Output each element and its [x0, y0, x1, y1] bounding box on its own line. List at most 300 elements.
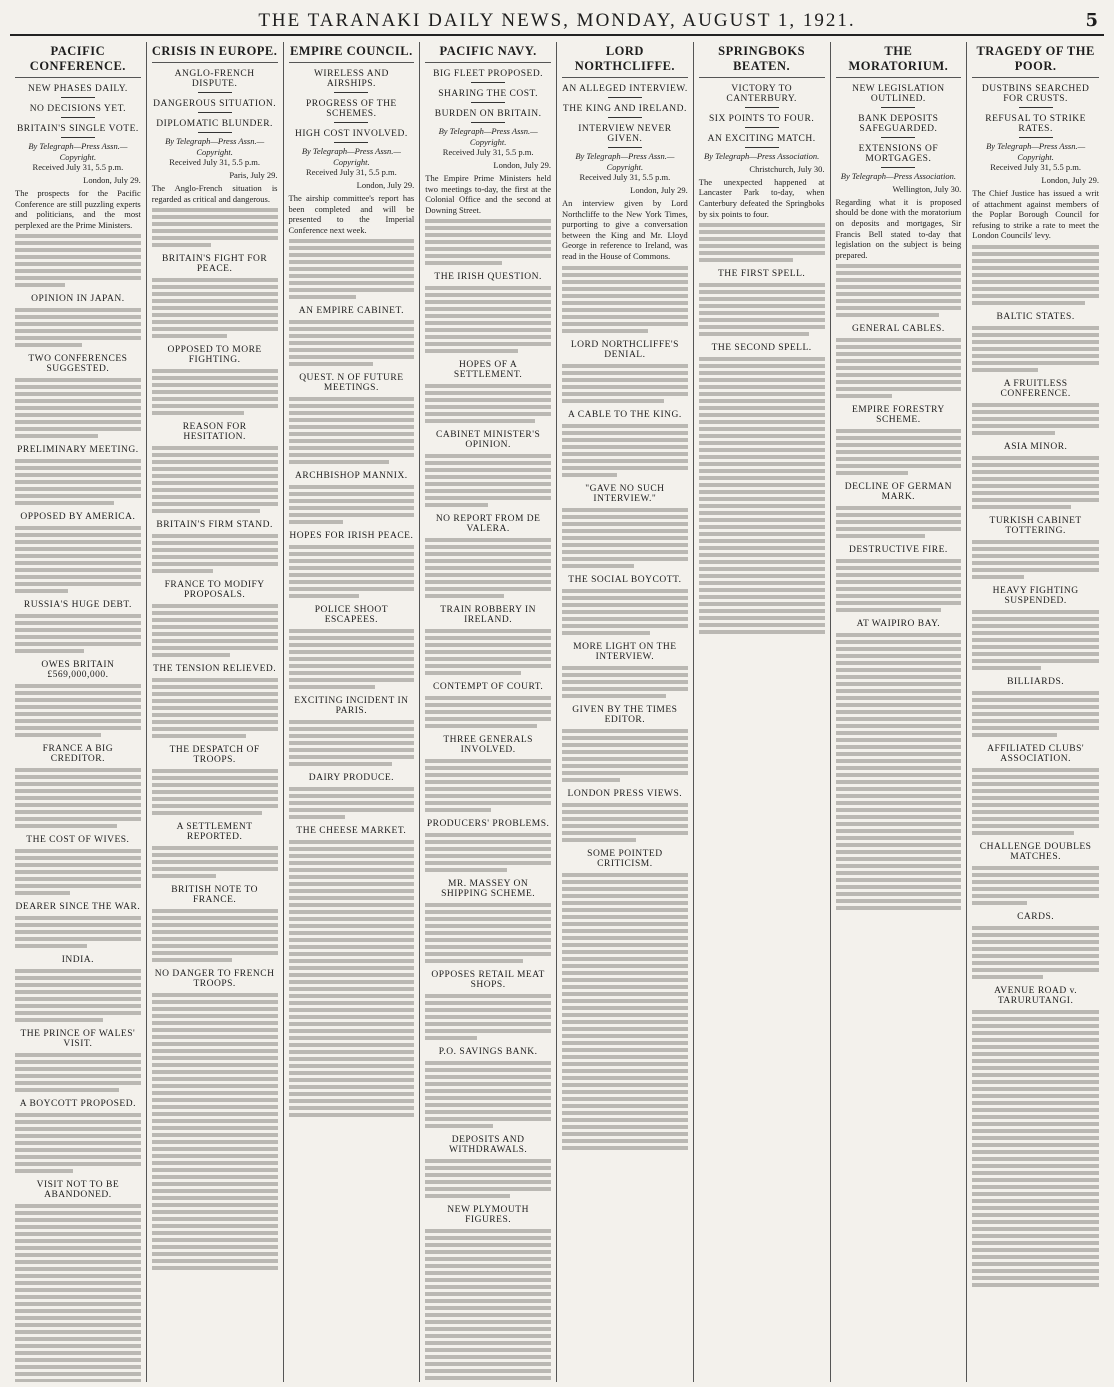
text-line [15, 269, 141, 273]
text-line [972, 894, 1099, 898]
text-line [562, 803, 688, 807]
text-line [152, 376, 278, 380]
text-line [425, 994, 551, 998]
text-line [699, 318, 825, 322]
text-line [425, 1257, 551, 1261]
text-line [425, 773, 551, 777]
dateline: Christchurch, July 30. [749, 163, 825, 174]
text-line [152, 481, 278, 485]
text-line [15, 923, 141, 927]
text-line [15, 628, 141, 632]
subheading-rule [881, 137, 915, 138]
text-line [152, 1070, 278, 1074]
text-line [562, 473, 617, 477]
text-line [562, 901, 688, 905]
body-text-lines [289, 840, 415, 1117]
text-line [289, 671, 415, 675]
text-line [289, 418, 415, 422]
text-line [152, 1098, 278, 1102]
news-column [694, 42, 831, 1382]
text-line [152, 604, 278, 608]
text-line [289, 1050, 415, 1054]
text-line [15, 1127, 141, 1131]
section-heading: NO DANGER TO FRENCH TROOPS. [154, 969, 275, 990]
text-line [972, 1227, 1099, 1231]
text-line [289, 281, 415, 285]
body-text-lines [15, 1204, 141, 1382]
text-line [836, 608, 942, 612]
text-line [152, 1049, 278, 1053]
text-line [836, 373, 962, 377]
text-line [152, 720, 278, 724]
text-line [425, 566, 551, 570]
column-heading: PACIFIC NAVY. [425, 42, 551, 63]
body-text-lines [562, 873, 688, 1150]
text-line [289, 460, 390, 464]
text-line [699, 434, 825, 438]
text-line [152, 495, 278, 499]
subheading-rule [881, 167, 915, 168]
text-line [15, 1067, 141, 1071]
text-line [289, 485, 415, 489]
text-line [972, 1101, 1099, 1105]
column-subheading: NEW LEGISLATION OUTLINED. [852, 84, 945, 104]
text-line [15, 621, 141, 625]
text-line [562, 392, 688, 396]
subheading-rule [608, 117, 642, 118]
text-line [836, 271, 962, 275]
text-line [972, 287, 1099, 291]
dateline: London, July 29. [630, 184, 688, 195]
text-line [425, 657, 551, 661]
text-line [562, 1055, 688, 1059]
text-line [972, 1010, 1099, 1014]
section-heading: THE CHEESE MARKET. [296, 826, 407, 837]
text-line [699, 364, 825, 368]
body-text-lines [15, 969, 141, 1022]
column-subheading: SHARING THE COST. [438, 89, 538, 99]
text-line [289, 1085, 415, 1089]
column-heading: EMPIRE COUNCIL. [289, 42, 415, 63]
text-line [699, 616, 825, 620]
credit-line: By Telegraph—Press Assn.—Copyright. [986, 141, 1086, 162]
text-line [152, 208, 278, 212]
text-line [289, 1022, 415, 1026]
lead-paragraph: Regarding what it is proposed should be done with the moratorium on deposits and mortgages, Sir Francis Bell stated to-day that legislation on the subject is being prepared. [835, 196, 962, 260]
text-line [972, 1115, 1099, 1119]
subheading-rule [198, 132, 232, 133]
text-line [289, 520, 343, 524]
text-line [152, 1252, 278, 1256]
section-heading: THE COST OF WIVES. [26, 835, 130, 846]
text-line [972, 880, 1099, 884]
text-line [15, 684, 141, 688]
text-line [15, 399, 141, 403]
text-line [972, 810, 1099, 814]
text-line [972, 775, 1099, 779]
dateline: Paris, July 29. [229, 169, 278, 180]
text-line [699, 511, 825, 515]
text-line [15, 406, 141, 410]
text-line [972, 954, 1099, 958]
text-line [425, 924, 551, 928]
text-line [562, 757, 688, 761]
text-line [15, 315, 141, 319]
subheading-rule [608, 147, 642, 148]
text-line [972, 705, 1099, 709]
section-heading: A SETTLEMENT REPORTED. [176, 822, 253, 843]
text-line [562, 445, 688, 449]
text-line [836, 780, 962, 784]
text-line [562, 764, 688, 768]
text-line [836, 380, 962, 384]
text-line [289, 755, 415, 759]
text-line [699, 518, 825, 522]
text-line [152, 555, 278, 559]
section-heading: GENERAL CABLES. [852, 324, 945, 335]
text-line [425, 342, 551, 346]
text-line [836, 292, 962, 296]
text-line [15, 554, 141, 558]
text-line [425, 321, 551, 325]
text-line [972, 245, 1099, 249]
section-heading: CHALLENGE DOUBLES MATCHES. [979, 842, 1092, 862]
text-line [972, 1094, 1099, 1098]
body-text-lines [152, 678, 278, 738]
text-line [152, 944, 278, 948]
text-line [836, 878, 962, 882]
column-subheading: PROGRESS OF THE SCHEMES. [306, 99, 397, 119]
text-line [562, 1132, 688, 1136]
body-text-lines [289, 720, 415, 766]
subheading-rule [745, 147, 779, 148]
text-line [425, 703, 551, 707]
text-line [152, 776, 278, 780]
text-line [425, 1089, 551, 1093]
text-line [289, 411, 415, 415]
text-line [562, 1090, 688, 1094]
text-line [15, 691, 141, 695]
received-line: Received July 31, 5.5 p.m. [169, 157, 260, 168]
text-line [836, 801, 962, 805]
text-line [562, 999, 688, 1003]
text-line [15, 1225, 141, 1229]
text-line [699, 497, 825, 501]
section-heading: AVENUE ROAD v. TARURUTANGI. [994, 986, 1078, 1006]
text-line [699, 304, 825, 308]
text-line [15, 487, 141, 491]
section-heading: VISIT NOT TO BE ABANDONED. [36, 1180, 120, 1201]
text-line [562, 536, 688, 540]
text-line [425, 1271, 551, 1275]
text-line [699, 595, 825, 599]
text-line [15, 642, 141, 646]
column-subheading: AN ALLEGED INTERVIEW. [562, 84, 688, 94]
text-line [15, 649, 84, 653]
text-line [699, 357, 825, 361]
section-heading: OWES BRITAIN £569,000,000. [41, 660, 115, 681]
text-line [425, 1229, 551, 1233]
text-line [15, 1120, 141, 1124]
text-line [836, 850, 962, 854]
text-line [425, 233, 551, 237]
body-text-lines [152, 534, 278, 573]
text-line [425, 794, 551, 798]
body-text-lines [152, 993, 278, 1270]
text-line [562, 1097, 688, 1101]
section-heading: THE DESPATCH OF TROOPS. [169, 745, 260, 766]
text-line [425, 580, 551, 584]
text-line [15, 1113, 141, 1117]
text-line [289, 425, 415, 429]
text-line [972, 1241, 1099, 1245]
text-line [972, 280, 1099, 284]
text-line [425, 917, 551, 921]
text-line [425, 696, 551, 700]
body-text-lines [425, 538, 551, 598]
body-text-lines [289, 485, 415, 524]
section-heading: TRAIN ROBBERY IN IRELAND. [440, 605, 537, 626]
text-line [972, 568, 1099, 572]
text-line [562, 1118, 688, 1122]
text-line [699, 290, 825, 294]
text-line [152, 692, 278, 696]
dateline: London, July 29. [1041, 174, 1099, 185]
section-heading: FRANCE A BIG CREDITOR. [42, 744, 114, 765]
body-text-lines [15, 308, 141, 347]
credit-line: By Telegraph—Press Assn.—Copyright. [301, 146, 401, 167]
text-line [425, 314, 551, 318]
text-line [425, 1250, 551, 1254]
section-heading: PRELIMINARY MEETING. [17, 445, 139, 456]
text-line [836, 689, 962, 693]
text-line [152, 474, 278, 478]
text-line [836, 345, 962, 349]
text-line [972, 940, 1099, 944]
section-heading: DEARER SINCE THE WAR. [15, 902, 141, 913]
text-line [152, 320, 278, 324]
text-line [972, 1276, 1099, 1280]
text-line [972, 1031, 1099, 1035]
text-line [152, 1210, 278, 1214]
text-line [972, 333, 1099, 337]
text-line [15, 916, 141, 920]
text-line [289, 1064, 415, 1068]
text-line [425, 938, 551, 942]
text-line [15, 1260, 141, 1264]
text-line [425, 1029, 551, 1033]
text-line [836, 429, 962, 433]
lead-paragraph: The airship committee's report has been completed and will be presented to the Imperial Conference next week. [288, 192, 415, 235]
body-text-lines [836, 506, 962, 538]
text-line [15, 1162, 141, 1166]
body-text-lines [836, 559, 962, 612]
text-line [289, 341, 415, 345]
text-line [562, 1041, 688, 1045]
text-line [152, 1231, 278, 1235]
text-line [152, 678, 278, 682]
section-heading: "GAVE NO SUCH INTERVIEW." [585, 483, 665, 504]
text-line [152, 390, 278, 394]
text-line [699, 441, 825, 445]
text-line [562, 438, 688, 442]
section-heading: BALTIC STATES. [996, 312, 1075, 322]
text-line [152, 1168, 278, 1172]
text-line [152, 867, 278, 871]
body-text-lines [289, 239, 415, 299]
text-line [289, 854, 415, 858]
text-line [562, 1139, 688, 1143]
section-heading: HOPES FOR IRISH PEACE. [289, 531, 414, 542]
text-line [425, 503, 488, 507]
text-line [152, 1105, 278, 1109]
text-line [15, 255, 141, 259]
body-text-lines [15, 234, 141, 287]
text-line [15, 768, 141, 772]
section-heading: THE SECOND SPELL. [711, 343, 812, 354]
received-line: Received July 31, 5.5 p.m. [32, 162, 124, 173]
text-line [15, 856, 141, 860]
text-line [15, 568, 141, 572]
text-line [152, 1119, 278, 1123]
text-line [15, 1141, 141, 1145]
text-line [699, 385, 825, 389]
text-line [152, 646, 278, 650]
text-line [836, 313, 939, 317]
text-line [836, 773, 962, 777]
body-text-lines [15, 849, 141, 895]
section-heading: TURKISH CABINET TOTTERING. [989, 516, 1082, 536]
text-line [152, 727, 278, 731]
text-line [836, 566, 962, 570]
section-heading: AN EMPIRE CABINET. [298, 306, 404, 317]
text-line [836, 815, 962, 819]
text-line [425, 1243, 551, 1247]
body-text-lines [152, 278, 278, 338]
text-line [289, 685, 376, 689]
body-text-lines [152, 604, 278, 657]
text-line [699, 539, 825, 543]
text-line [15, 1004, 141, 1008]
text-line [15, 891, 70, 895]
column-subheading: DANGEROUS SITUATION. [153, 99, 277, 109]
text-line [972, 1052, 1099, 1056]
body-text-lines [152, 446, 278, 513]
section-heading: RUSSIA'S HUGE DEBT. [23, 600, 132, 611]
text-line [562, 287, 688, 291]
column-heading: TRAGEDY OF THE POOR. [972, 42, 1099, 78]
text-line [15, 870, 141, 874]
text-line [972, 1220, 1099, 1224]
text-line [699, 581, 825, 585]
text-line [699, 244, 825, 248]
text-line [425, 335, 551, 339]
text-line [836, 587, 962, 591]
text-line [152, 1000, 278, 1004]
text-line [425, 461, 551, 465]
text-line [972, 926, 1099, 930]
text-line [15, 937, 141, 941]
body-text-lines [972, 1010, 1099, 1287]
text-line [289, 1015, 415, 1019]
body-text-lines [425, 759, 551, 812]
text-line [425, 594, 504, 598]
text-line [425, 1278, 551, 1282]
text-line [152, 685, 278, 689]
text-line [972, 491, 1099, 495]
text-line [425, 1117, 551, 1121]
text-line [15, 1088, 119, 1092]
text-line [972, 1269, 1099, 1273]
text-line [972, 652, 1099, 656]
text-line [972, 659, 1099, 663]
body-text-lines [972, 610, 1099, 670]
text-line [972, 1157, 1099, 1161]
text-line [972, 1185, 1099, 1189]
text-line [15, 1074, 141, 1078]
text-line [972, 1234, 1099, 1238]
dateline: London, July 29. [356, 179, 415, 190]
text-line [425, 226, 551, 230]
text-line [425, 412, 551, 416]
dateline: London, July 29. [83, 174, 141, 185]
text-line [972, 477, 1099, 481]
credit-line: By Telegraph—Press Assn.—Copyright. [28, 141, 128, 162]
body-text-lines [972, 403, 1099, 435]
body-text-lines [152, 909, 278, 962]
text-line [289, 1078, 415, 1082]
section-heading: FRANCE TO MODIFY PROPOSALS. [164, 580, 265, 601]
text-line [425, 959, 523, 963]
text-line [836, 633, 962, 637]
text-line [15, 1239, 141, 1243]
text-line [836, 717, 962, 721]
section-heading: EXCITING INCIDENT IN PARIS. [294, 696, 409, 717]
text-line [972, 1136, 1099, 1140]
text-line [152, 411, 244, 415]
section-heading: THE FIRST SPELL. [717, 269, 806, 280]
section-heading: CARDS. [1017, 912, 1055, 922]
text-line [699, 420, 825, 424]
text-line [836, 285, 962, 289]
text-line [562, 564, 634, 568]
text-line [836, 696, 962, 700]
text-line [425, 261, 502, 265]
text-line [972, 733, 1057, 737]
text-line [289, 924, 415, 928]
text-line [152, 327, 278, 331]
text-line [152, 923, 278, 927]
text-line [425, 384, 551, 388]
body-text-lines [972, 245, 1099, 305]
text-line [15, 1053, 141, 1057]
text-line [562, 838, 636, 842]
text-line [425, 1355, 551, 1359]
text-line [836, 387, 962, 391]
text-line [425, 293, 551, 297]
text-line [972, 1150, 1099, 1154]
column-subheading: BIG FLEET PROPOSED. [433, 69, 544, 79]
text-line [289, 253, 415, 257]
text-line [15, 540, 141, 544]
text-line [15, 1358, 141, 1362]
text-line [152, 1028, 278, 1032]
text-line [15, 336, 141, 340]
text-line [562, 273, 688, 277]
body-text-lines [425, 1159, 551, 1198]
text-line [562, 294, 688, 298]
dateline: Wellington, July 30. [892, 183, 962, 194]
